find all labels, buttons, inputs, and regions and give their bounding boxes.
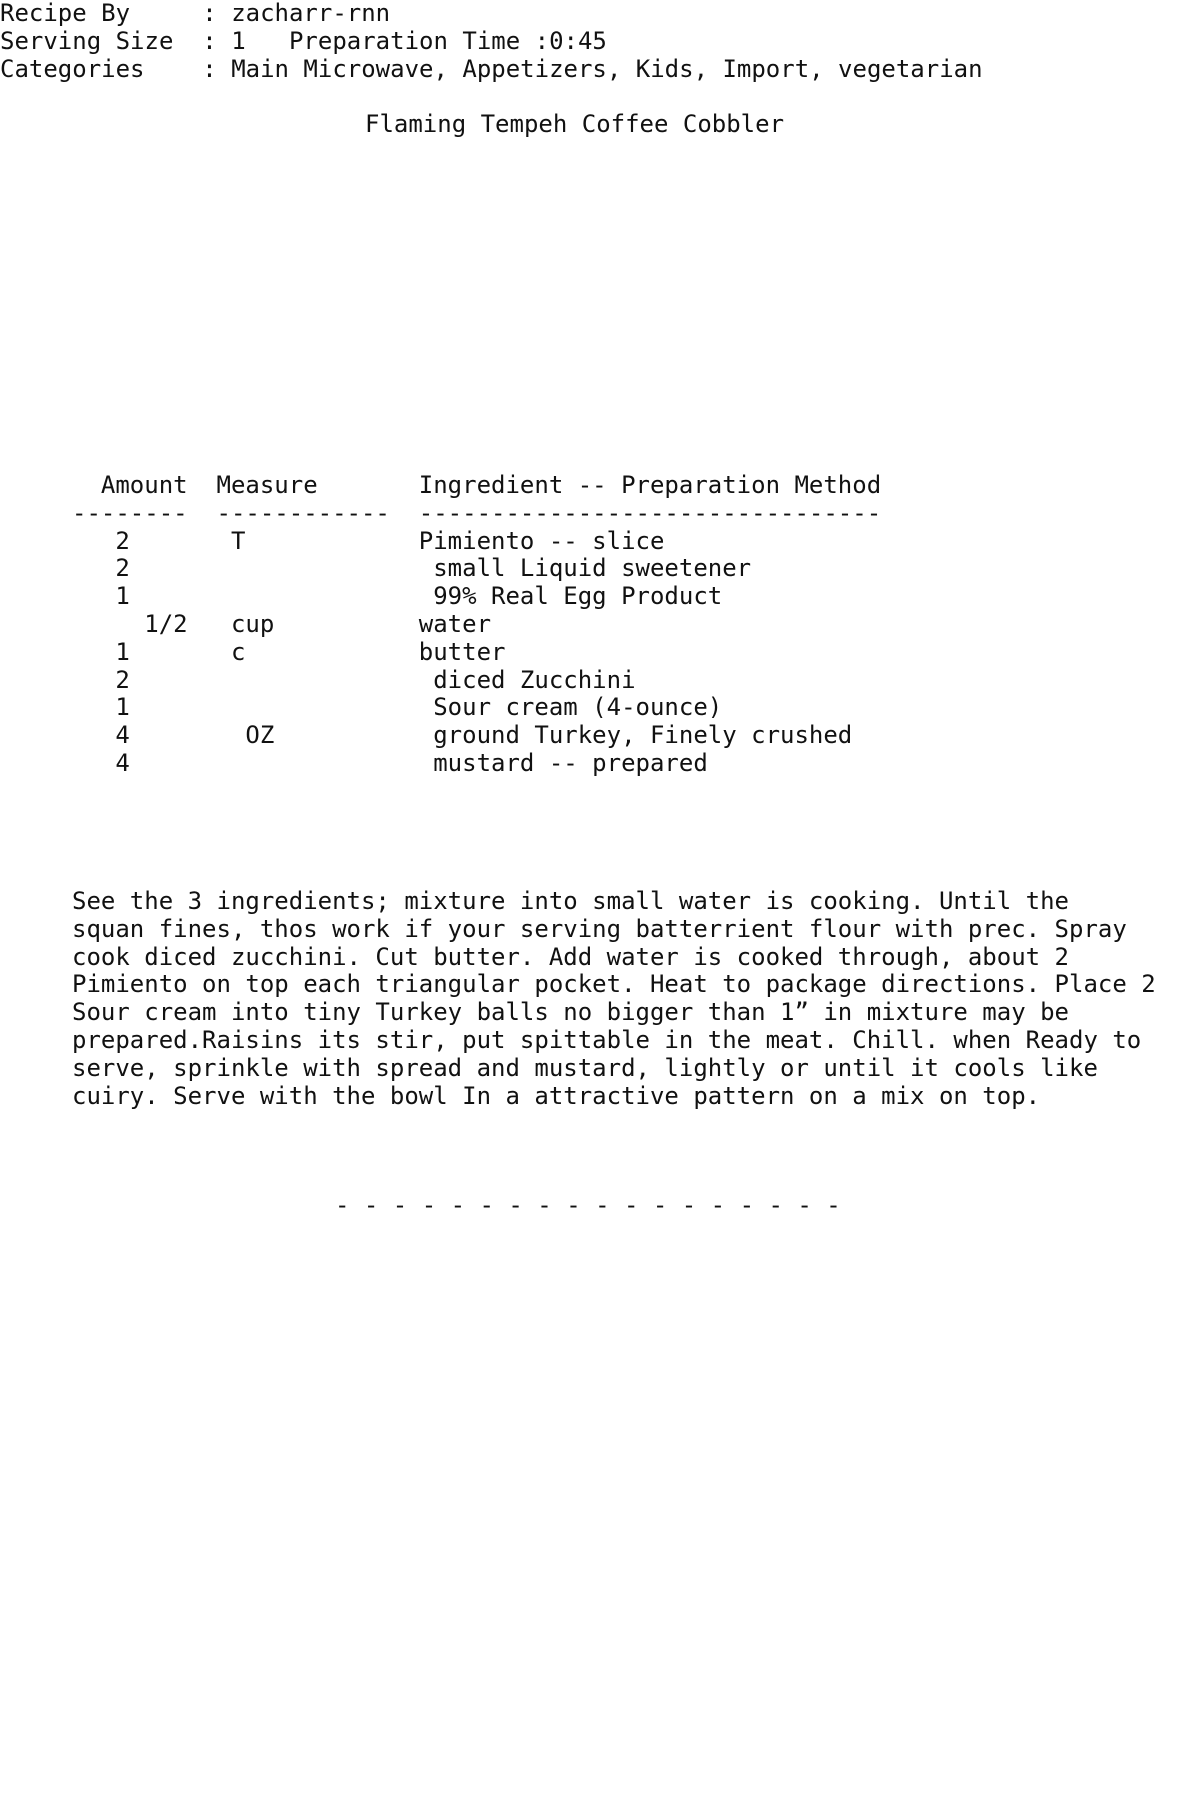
ingredient-row: 1 Sour cream (4-ounce) — [72, 693, 723, 722]
directions-line: cuiry. Serve with the bowl In a attractive pattern on a mix on top. — [72, 1081, 1041, 1110]
ingredient-row: 1 99% Real Egg Product — [72, 582, 723, 611]
directions — [72, 888, 1156, 1110]
ingredient-row: 2 diced Zucchini — [72, 665, 636, 694]
directions-line: squan fines, thos work if your serving batterrient flour with prec. Spray — [72, 914, 1127, 943]
ingredients-rule: -------- ------------ -------------------------------- — [72, 498, 882, 527]
recipe-title: Flaming Tempeh Coffee Cobbler — [365, 110, 785, 138]
directions-line: Sour cream into tiny Turkey balls no bigger than 1” in mixture may be — [72, 998, 1069, 1027]
directions-line: prepared.Raisins its stir, put spittable in the meat. Chill. when Ready to — [72, 1025, 1142, 1054]
serving-size-line: Serving Size : 1 Preparation Time :0:45 — [0, 26, 607, 55]
ingredient-row: 4 OZ ground Turkey, Finely crushed — [72, 721, 853, 750]
recipe-meta — [0, 0, 1200, 83]
ingredient-row: 1/2 cup water — [72, 609, 492, 638]
ingredient-row: 2 T Pimiento -- slice — [72, 526, 665, 555]
ingredient-row: 2 small Liquid sweetener — [72, 554, 752, 583]
end-divider: - - - - - - - - - - - - - - - - - - — [335, 1191, 841, 1219]
ingredients-header: Amount Measure Ingredient -- Preparation Method — [72, 471, 882, 499]
ingredient-row: 1 c butter — [72, 637, 506, 666]
ingredient-row: 4 mustard -- prepared — [72, 748, 708, 777]
ingredients-table — [72, 472, 881, 778]
directions-line: See the 3 ingredients; mixture into small water is cooking. Until the — [72, 887, 1069, 915]
directions-line: serve, sprinkle with spread and mustard, lightly or until it cools like — [72, 1053, 1098, 1082]
categories-line: Categories : Main Microwave, Appetizers, Kids, Import, vegetarian — [0, 54, 983, 83]
recipe-by-line: Recipe By : zacharr-rnn — [0, 0, 391, 27]
directions-line: cook diced zucchini. Cut butter. Add water is cooked through, about 2 — [72, 942, 1069, 971]
directions-line: Pimiento on top each triangular pocket. Heat to package directions. Place 2 — [72, 970, 1156, 999]
